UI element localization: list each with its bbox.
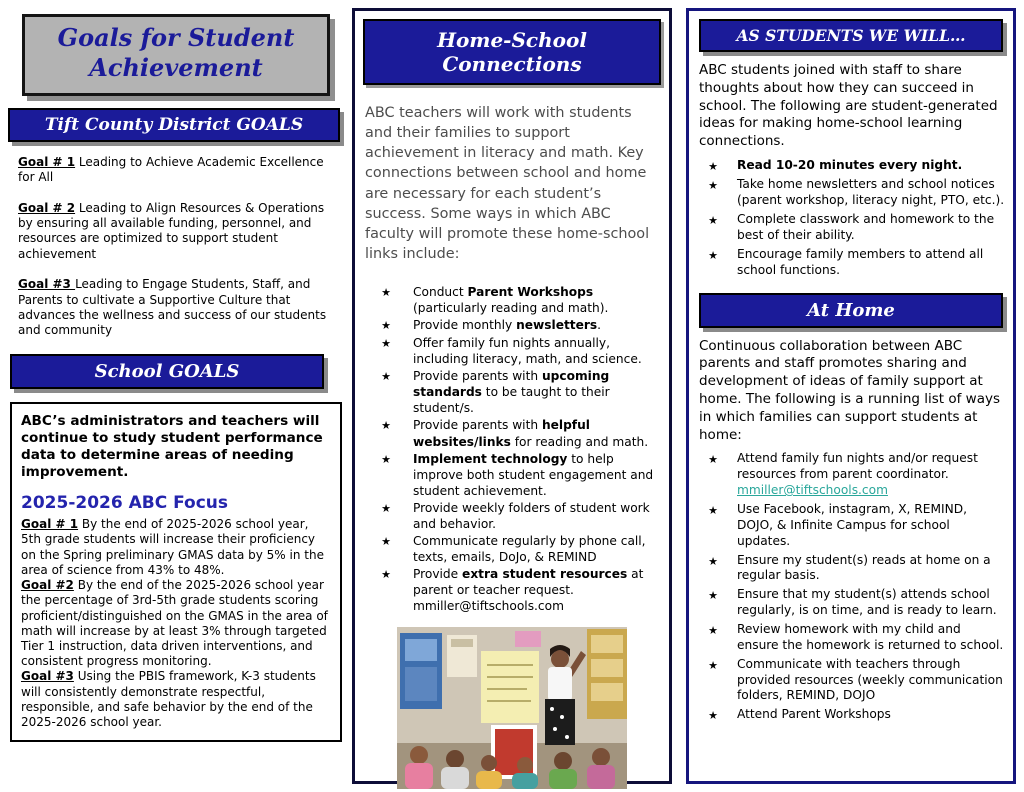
text-segment: to help improve both student engagement and student achievement. [413, 451, 654, 498]
text-segment: Attend Parent Workshops [737, 707, 891, 722]
star-bullet-icon: ★ [708, 554, 718, 568]
student-bullet [701, 158, 1005, 174]
home-school-bullet [375, 417, 659, 449]
star-bullet-icon: ★ [708, 214, 718, 228]
star-bullet-icon: ★ [708, 623, 718, 637]
star-bullet-icon: ★ [708, 503, 718, 517]
text-segment: Provide [413, 567, 463, 582]
home-school-header: Home-School Connections [363, 19, 661, 85]
star-bullet-icon: ★ [708, 453, 718, 467]
text-segment: Leading to Achieve Academic Excellence for All [18, 155, 324, 185]
text-segment: Ensure my student(s) reads at home on a regular basis. [737, 552, 991, 583]
text-segment: Leading to Align Resources & Operations by ensuring all available funding, personnel, and resources are optimized to support student achievement [18, 200, 325, 261]
star-bullet-icon: ★ [381, 419, 391, 433]
text-segment: Attend family fun nights and/or request resources from parent coordinator. [737, 451, 978, 482]
home-school-bullet [375, 451, 659, 499]
student-bullet [701, 247, 1005, 279]
as-students-header: AS STUDENTS WE WILL… [699, 19, 1003, 52]
bullet-text [413, 317, 659, 334]
star-bullet-icon: ★ [708, 179, 718, 193]
home-school-bullet [375, 368, 659, 416]
star-bullet-icon: ★ [708, 658, 718, 672]
middle-panel [352, 8, 672, 784]
text-segment: Leading to Engage Students, Staff, and Parents to cultivate a Supportive Culture that advances the wellness and success of our students and community [18, 277, 327, 338]
bullet-text [413, 500, 659, 532]
home-school-bullet [375, 566, 659, 614]
text-segment: Parent Workshops [467, 285, 594, 300]
text-segment: for reading and math. [510, 434, 649, 449]
bullet-text [737, 177, 1005, 209]
right-panel [686, 8, 1016, 784]
text-segment: Use Facebook, instagram, X, REMIND, DOJO, & Infinite Campus for school updates. [737, 501, 967, 548]
bullet-text [737, 502, 1005, 550]
bullet-text [737, 657, 1005, 705]
email-link[interactable]: mmiller@tiftschools.com [737, 483, 888, 498]
text-segment: Communicate with teachers through provided resources (weekly communication folders, REMIND, DOJO [737, 656, 1003, 703]
text-segment: to be taught to their student/s. [413, 385, 610, 416]
home-bullet [701, 451, 1005, 499]
bullet-text [413, 417, 659, 449]
home-school-bullet [375, 500, 659, 532]
bullet-text [737, 451, 1005, 499]
student-bullet [701, 177, 1005, 209]
star-bullet-icon: ★ [381, 370, 391, 384]
home-bullet [701, 587, 1005, 619]
brochure-title-box [22, 14, 330, 96]
text-segment: Complete classwork and homework to the best of their ability. [737, 212, 995, 242]
focus-goal-item [21, 517, 331, 578]
bullet-text [737, 622, 1005, 654]
text-segment: Take home newsletters and school notices (parent workshop, literacy night, PTO, etc.). [737, 177, 1005, 208]
text-segment: Offer family fun nights annually, including literacy, math, and science. [413, 335, 642, 367]
star-bullet-icon: ★ [708, 248, 718, 262]
star-bullet-icon: ★ [708, 589, 718, 603]
home-school-bullet [375, 317, 659, 334]
star-bullet-icon: ★ [381, 452, 391, 466]
text-segment: By the end of 2025-2026 school year, 5th grade students will increase their proficiency on the Spring preliminary GMAS data by 5% in the area of science from 43% to 48%. [21, 517, 324, 577]
at-home-bullet-list [701, 451, 1005, 723]
star-bullet-icon: ★ [708, 709, 718, 723]
bullet-text [413, 566, 659, 614]
district-goal-item [18, 277, 334, 338]
text-segment: Ensure that my student(s) attends school regularly, is on time, and is ready to learn. [737, 587, 997, 618]
bullet-text [737, 587, 1005, 619]
star-bullet-icon: ★ [381, 501, 391, 515]
text-segment: extra student resources [462, 567, 628, 582]
home-school-bullet [375, 335, 659, 367]
page-title: Goals for Student Achievement [57, 23, 295, 82]
text-segment: Review homework with my child and ensure the homework is returned to school. [737, 621, 1004, 652]
district-goals-list [18, 155, 334, 339]
text-segment: By the end of the 2025-2026 school year the percentage of 3rd-5th grade students scoring proficient/distinguished on the GMAS in the area of math will increase by at least 3% through targeted Tier 1 instruction, data driven interventions, and consistent progress monitoring. [21, 578, 328, 669]
text-segment: newsletters [516, 318, 598, 333]
focus-goal-item [21, 669, 331, 730]
bullet-text [737, 158, 1005, 174]
at-home-intro: Continuous collaboration between ABC parents and staff promotes sharing and development of ideas of family support at home. The following is a running list of ways in which families can support students at home: [699, 337, 1001, 443]
star-bullet-icon: ★ [381, 286, 391, 300]
text-segment: . [597, 318, 602, 333]
home-school-intro: ABC teachers will work with students and their families to support achievement in literacy and math. Key connections between school and home are necessary for each student’s success. Some ways in which ABC faculty will promote these home-school links include: [365, 105, 650, 263]
star-bullet-icon: ★ [381, 336, 391, 350]
home-bullet [701, 657, 1005, 705]
star-bullet-icon: ★ [381, 319, 391, 333]
text-segment: Provide parents with [413, 418, 542, 433]
text-segment: (particularly reading and math). [413, 301, 609, 316]
text-segment: Goal #3 [18, 277, 76, 292]
text-segment: Goal #3 [21, 669, 74, 684]
bullet-text [737, 247, 1005, 279]
bullet-text [413, 284, 659, 316]
as-students-intro: ABC students joined with staff to share thoughts about how they can succeed in school. The following are student-generated ideas for making home-school learning connections. [699, 62, 998, 150]
text-segment: Goal # 2 [18, 200, 76, 215]
home-school-bullet [375, 533, 659, 565]
text-segment: Provide monthly [413, 318, 517, 333]
abc-focus-heading: 2025-2026 ABC Focus [21, 493, 229, 514]
text-segment: Encourage family members to attend all school functions. [737, 246, 984, 277]
home-bullet [701, 622, 1005, 654]
home-bullet [701, 553, 1005, 585]
student-bullet [701, 212, 1005, 244]
at-home-header: At Home [699, 293, 1003, 328]
bullet-text [413, 533, 659, 565]
bullet-text [413, 451, 659, 499]
bullet-text [413, 368, 659, 416]
star-bullet-icon: ★ [381, 535, 391, 549]
home-school-bullet [375, 284, 659, 316]
school-goals-header: School GOALS [10, 354, 324, 389]
classroom-photo [397, 627, 627, 789]
text-segment: Using the PBIS framework, K-3 students will consistently demonstrate respectful, responsible, and safe behavior by the end of the 2025-2026 school year. [21, 669, 316, 730]
text-segment: Goal # 1 [21, 517, 79, 532]
star-bullet-icon: ★ [708, 160, 718, 174]
focus-goal-item [21, 578, 331, 669]
left-panel [8, 8, 346, 742]
text-segment: Provide parents with [413, 369, 542, 384]
school-goals-box [10, 402, 342, 743]
text-segment: helpful websites/links [413, 418, 590, 449]
text-segment: Conduct [413, 285, 468, 300]
text-segment: at parent or teacher request. mmiller@tiftschools.com [413, 567, 644, 614]
text-segment: Implement technology [413, 451, 568, 466]
district-goal-item [18, 201, 334, 262]
bullet-text [413, 335, 659, 367]
text-segment: Goal #2 [21, 578, 74, 593]
school-goals-intro: ABC’s administrators and teachers will continue to study student performance data to determine areas of needing improvement. [21, 412, 323, 480]
text-segment: Goal # 1 [18, 155, 76, 169]
text-segment: upcoming standards [413, 369, 610, 400]
home-bullet [701, 707, 1005, 723]
district-goal-item [18, 155, 334, 186]
text-segment: Communicate regularly by phone call, texts, emails, DoJo, & REMIND [413, 534, 646, 565]
home-bullet [701, 502, 1005, 550]
star-bullet-icon: ★ [381, 568, 391, 582]
bullet-text [737, 707, 1005, 723]
district-goals-header: Tift County District GOALS [8, 108, 340, 142]
text-segment: Read 10-20 minutes every night. [737, 158, 963, 173]
focus-goals-list [21, 517, 331, 730]
bullet-text [737, 553, 1005, 585]
home-school-bullet-list [375, 284, 659, 614]
as-students-bullet-list [701, 158, 1005, 278]
bullet-text [737, 212, 1005, 244]
text-segment: Provide weekly folders of student work and behavior. [413, 500, 650, 531]
